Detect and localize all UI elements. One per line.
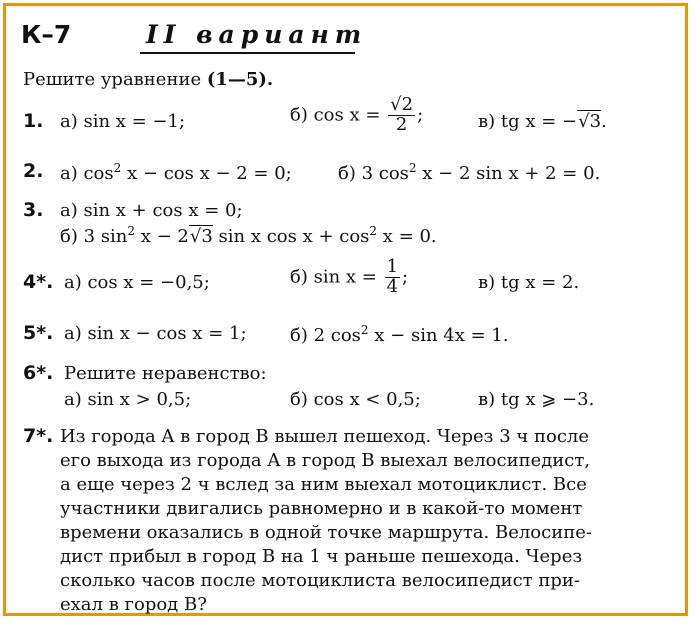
task-7-text: [60, 425, 676, 617]
task-3-a: а) sin x + cos x = 0;: [60, 200, 243, 221]
task-1-b-num: √2: [390, 94, 414, 115]
task-7-line: участники двигались равномерно и в какой-то момент: [60, 498, 583, 519]
task-2-number: 2.: [23, 160, 44, 182]
task-1-b-fraction: [388, 96, 415, 135]
task-6-prompt: Решите неравенство:: [64, 363, 267, 384]
task-7-line: его выхода из города A в город B выехал велосипедист,: [60, 450, 591, 471]
task-3-number: 3.: [23, 199, 44, 221]
header-underline: [140, 52, 355, 54]
task-4-b: б) sin x = $\frac{1}{4}$ ;: [290, 256, 409, 297]
task-7-line: а еще через 2 ч вслед за ним выехал мотоциклист. Все: [60, 474, 587, 495]
task-1-b-expr: б) cos x =: [290, 104, 381, 126]
task-4-b-fraction: $\frac{1}{4}$: [386, 256, 399, 297]
header-code: К–7: [21, 20, 72, 49]
intro-label: Решите уравнение: [23, 69, 202, 90]
task-1-c-root: √3: [578, 111, 602, 132]
task-1-b-den: 2: [395, 113, 408, 135]
task-4-number: 4*.: [23, 271, 54, 293]
task-6-number: 6*.: [23, 362, 54, 384]
intro-range: (1—5).: [206, 69, 274, 90]
task-7-line: сколько часов после мотоциклиста велосипедист при-: [60, 570, 580, 591]
task-3-b: б) 3 $\sin^2 x - 2√3$ sin x $\cos x + \cos^2 x = 0$.: [60, 224, 437, 247]
intro-line: [23, 69, 273, 90]
task-5-a: а) sin x − cos x = 1;: [64, 323, 247, 344]
task-7-line: дист прибыл в город B на 1 ч раньше пешехода. Через: [60, 546, 583, 567]
task-4-a: а) cos x = −0,5;: [64, 272, 210, 293]
header-variant: II вариант: [146, 20, 368, 49]
task-7-number: 7*.: [23, 425, 54, 447]
task-5-b: б) 2 $\cos^2 x - \sin 4x = 1$.: [290, 323, 509, 346]
task-2-a: а) $\cos^2 x - \cos x - 2 = 0$;: [60, 161, 292, 184]
task-1-c: [478, 111, 607, 132]
task-4-c: в) tg x = 2.: [478, 272, 580, 293]
task-1-b-semicolon: ;: [417, 104, 424, 126]
task-6-b: б) cos x < 0,5;: [290, 389, 421, 410]
task-7-line: Из города A в город B вышел пешеход. Через 3 ч после: [60, 426, 589, 447]
task-1-a: а) sin x = −1;: [60, 111, 186, 132]
task-7-line: времени оказались в одной точке маршрута. Велосипе-: [60, 522, 592, 543]
task-1-c-period: .: [601, 111, 607, 132]
task-1-b: [290, 96, 423, 135]
task-1-c-expr: в) tg x = −: [478, 111, 578, 132]
task-6-c: в) tg x ⩾ −3.: [478, 389, 595, 410]
task-2-b: б) 3 $\cos^2 x - 2$ sin x + 2 = 0.: [338, 161, 601, 184]
task-5-number: 5*.: [23, 322, 54, 344]
task-6-a: а) sin x > 0,5;: [64, 389, 192, 410]
task-1-number: 1.: [23, 110, 44, 132]
task-7-line: ехал в город B?: [60, 594, 207, 615]
